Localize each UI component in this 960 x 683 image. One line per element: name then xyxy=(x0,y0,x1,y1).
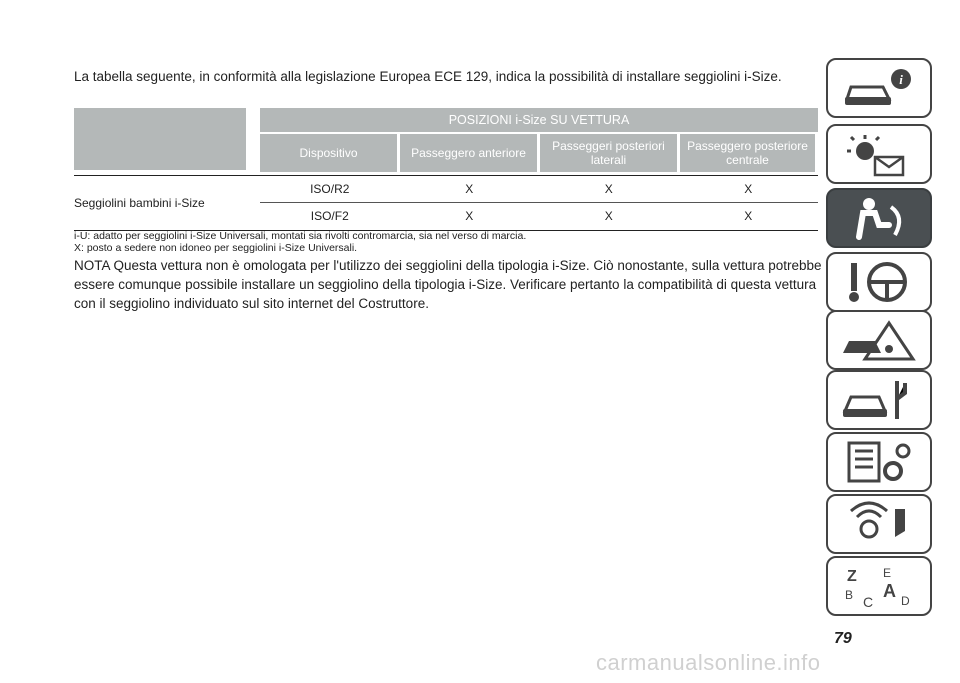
seat-safety-icon xyxy=(839,195,919,241)
svg-text:E: E xyxy=(883,566,892,580)
table-notes xyxy=(74,230,818,254)
svg-text:B: B xyxy=(845,588,854,602)
car-info-icon xyxy=(839,65,919,111)
svg-text:Z: Z xyxy=(847,568,857,585)
multimedia-icon xyxy=(839,501,919,547)
chapter-tabs xyxy=(826,0,960,683)
page-number: 79 xyxy=(834,630,852,647)
table-cell: X xyxy=(465,209,474,223)
svg-text:A: A xyxy=(883,581,896,601)
tab-steering[interactable] xyxy=(826,252,932,312)
table-cell: ISO/F2 xyxy=(310,209,349,223)
tab-warning-lights[interactable] xyxy=(826,124,932,184)
table-body xyxy=(74,175,818,231)
header-dispositivo: Dispositivo xyxy=(260,134,397,172)
warning-lights-icon xyxy=(839,131,919,177)
isize-table xyxy=(74,108,818,231)
header-passeggero-anteriore: Passeggero anteriore xyxy=(400,134,537,172)
svg-text:i: i xyxy=(899,72,903,87)
table-cell: X xyxy=(744,182,753,196)
table-cell: X xyxy=(744,209,753,223)
index-icon xyxy=(839,563,919,609)
tab-multimedia[interactable] xyxy=(826,494,932,554)
tab-technical-data[interactable] xyxy=(826,432,932,492)
header-posteriore-centrale: Passeggero posteriore centrale xyxy=(680,134,815,172)
note-x: X: posto a sedere non idoneo per seggiolini i-Size Universali. xyxy=(74,242,358,254)
table-cell: X xyxy=(604,182,613,196)
svg-text:D: D xyxy=(901,594,910,608)
note-iu: i-U: adatto per seggiolini i-Size Universali, montati sia rivolti contromarcia, sia nel verso di marcia. xyxy=(74,230,527,242)
tab-index[interactable] xyxy=(826,556,932,616)
row-label: Seggiolini bambini i-Size xyxy=(74,196,205,210)
table-title: POSIZIONI i-Size SU VETTURA xyxy=(260,108,818,132)
tab-emergency[interactable] xyxy=(826,310,932,370)
table-row xyxy=(260,203,818,229)
tab-car-maintenance[interactable] xyxy=(826,370,932,430)
intro-text: La tabella seguente, in conformità alla legislazione Europea ECE 129, indica la possibilità di installare seggiolini i-Size. xyxy=(74,69,782,84)
technical-data-icon xyxy=(839,439,919,485)
tab-seat-safety[interactable] xyxy=(826,188,932,248)
car-maintenance-icon xyxy=(839,377,919,423)
steering-wheel-icon xyxy=(839,259,919,305)
table-header-row xyxy=(74,134,818,172)
nota-paragraph: NOTA Questa vettura non è omologata per l'utilizzo dei seggiolini della tipologia i-Size. Ciò nonostante, sulla vettura potrebbe essere comunque possibile installare un seggiolino della tipologia i-Size. Verificare pertanto la compatibilità di questa vettura con il seggiolino individuato sul sito internet del Costruttore. xyxy=(74,258,822,311)
table-cell: X xyxy=(465,182,474,196)
table-cell: X xyxy=(604,209,613,223)
table-header-blank xyxy=(74,108,246,170)
tab-car-info[interactable] xyxy=(826,58,932,118)
svg-text:C: C xyxy=(863,594,874,609)
watermark: carmanualsonline.info xyxy=(596,650,821,675)
header-posteriori-laterali: Passeggeri posteriori laterali xyxy=(540,134,677,172)
table-cell: ISO/R2 xyxy=(310,182,350,196)
table-row xyxy=(260,176,818,203)
emergency-icon xyxy=(839,317,919,363)
